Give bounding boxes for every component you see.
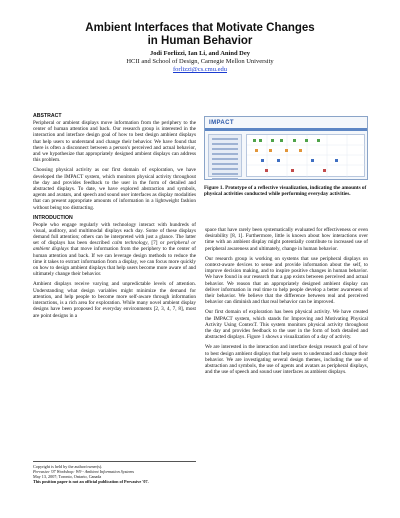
right-paragraph-4: We are interested in the interaction and interface design research goal of how to best design ambient displays that help users to understand and change their behavior. We are investigating several design themes, including the use of abstraction and symbols, the use of agents and avatars as peripheral displays, and the use of speech and sound user interfaces as ambient displays. <box>205 344 368 376</box>
right-paragraph-1: space that have rarely been systematically evaluated for effectiveness or even desirability [8, 1]. Furthermore, little is known about how interactions over time with an ambient display might potentially contribute to increased use of peripheral awareness and ultimately, change in human behavior. <box>205 227 368 252</box>
figure-activity-visualization <box>246 134 365 177</box>
intro-text-a: People who engage regularly with technology interact with hundreds of visual, auditory, and multimodal displays each day. Some of these displays demand full attention; others can be interpreted with just a glance. The latter set of displays has been described <box>33 221 196 247</box>
intro-term-calm-technology: calm technology <box>112 240 148 247</box>
right-paragraph-2: Our research group is working on systems that use peripheral displays on context-aware devices to sense and provide information about the self, to improve decision making, and to inspire positive changes in human behavior. We have found in our research that a gap exists between perceived and actual behavior. We reason that an appropriately designed ambient display can deliver information in real time to help people develop a better awareness of their behavior. We believe that the difference between real and perceived behavior can diminish and that real behavior can be improved. <box>205 255 368 306</box>
author-block <box>0 50 400 74</box>
abstract-paragraph-1: Peripheral or ambient displays move information from the periphery to the center of human attention and back. Our research group is interested in the interaction and interface design goal of how to best design ambient displays that help users to understand and change their behavior. We have found that there is often a disconnect between a person's perceived and actual behavior, and we hypothesize that appropriately designed ambient displays can address this problem. <box>33 119 196 164</box>
copyright-line-2: Pervasive '07 Workshop: W9 - Ambient Information Systems <box>33 469 135 474</box>
figure-header-bar <box>205 128 367 131</box>
author-email-link[interactable]: forlizzi@cs.cmu.edu <box>173 66 227 73</box>
abstract-heading: ABSTRACT <box>33 113 62 119</box>
intro-text-c: that move information from the periphery to the center of human attention and back. If we can leverage design methods to reduce the time it takes to extract information from a display, we can focus more quickly on how to design ambient displays that help users become more aware of and ultimately change their behavior. <box>33 246 196 278</box>
impact-logo: IMPACT <box>209 120 234 126</box>
introduction-heading: INTRODUCTION <box>33 214 73 221</box>
copyright-line-1: Copyright is held by the author/owner(s). <box>33 464 103 469</box>
paper-title-line-2: in Human Behavior <box>147 35 253 47</box>
left-column <box>33 113 196 323</box>
activity-grid-graphic <box>247 135 366 178</box>
copyright-line-3: May 13, 2007; Toronto, Ontario, Canada <box>33 474 102 479</box>
figure-1-caption: Figure 1. Prototype of a reflective visualization, indicating the amounts of physical activities conducted while performing everyday activities. <box>204 185 367 198</box>
right-paragraph-3: Our first domain of exploration has been physical activity. We have created the IMPACT system, which stands for Improving and Motivating Physical Activity Using ContexT. This system monitors physical activity throughout the day and provides feedback to the user in the form of both detailed and abstracted displays. Figure 1 shows a visualization of a day of activity. <box>205 309 368 341</box>
abstract-paragraph-2: Choosing physical activity as our first domain of exploration, we have developed the IMPACT system, which monitors physical activity throughout the day and provides feedback to the user in the form of detailed and abstracted displays. To date, we have explored abstraction and symbols, agents and avatars, and speech and sound user interfaces as display modalities that can present appropriate amounts of information in a lightweight fashion without being too distracting. <box>33 167 196 211</box>
introduction-paragraph-2: Ambient displays receive varying and unpredictable levels of attention. Understanding what design variables might minimize the demand for attention, and help people to become more self-aware through information interactions, is a rich area for exploration. While many novel ambient display designs have been proposed for everyday environments [2, 3, 4, 7, 8], most are point designs in a <box>33 281 196 319</box>
figure-1-impact-screenshot <box>204 116 368 180</box>
intro-term-ambient-displays: peripheral or ambient displays <box>33 240 197 253</box>
affiliation: HCII and School of Design, Carnegie Mellon University <box>126 58 274 65</box>
paper-title <box>0 22 400 48</box>
introduction-paragraph-1 <box>33 222 196 278</box>
copyright-line-4: This position paper is not an official publication of Pervasive '07. <box>33 479 149 484</box>
figure-sidebar <box>208 134 242 177</box>
intro-text-b: , [7] or <box>147 240 167 247</box>
author-names: Jodi Forlizzi, Ian Li, and Anind Dey <box>149 50 251 57</box>
copyright-notice <box>33 461 196 484</box>
right-column <box>205 227 368 379</box>
paper-title-line-1: Ambient Interfaces that Motivate Changes <box>85 22 315 34</box>
